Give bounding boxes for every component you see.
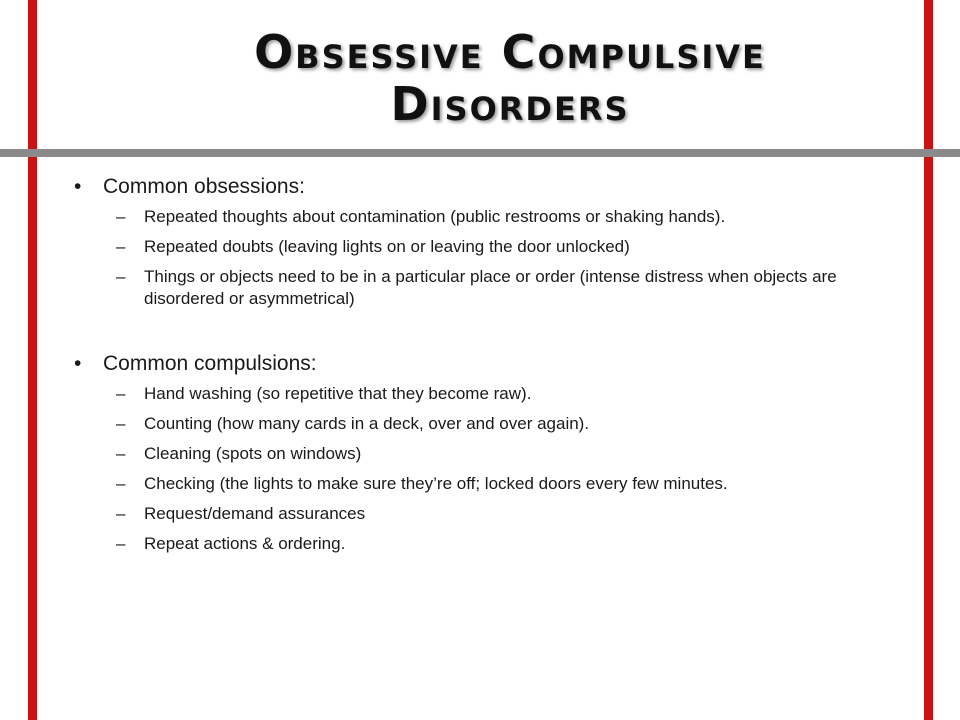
- dash-marker: –: [116, 474, 126, 493]
- list-item: [60, 413, 880, 435]
- list-item-text: Hand washing (so repetitive that they become raw).: [144, 384, 532, 403]
- compulsions-list: [60, 383, 880, 555]
- compulsions-heading-text: Common compulsions:: [103, 352, 317, 375]
- list-item-text: Checking (the lights to make sure they’re off; locked doors every few minutes.: [144, 474, 728, 493]
- list-item: [60, 236, 880, 258]
- list-item: [60, 443, 880, 465]
- dash-marker: –: [116, 534, 126, 553]
- obsessions-heading-text: Common obsessions:: [103, 175, 305, 198]
- list-item: [60, 503, 880, 525]
- list-item: [60, 266, 880, 310]
- compulsions-section: [60, 345, 880, 555]
- obsessions-list: [60, 206, 880, 310]
- list-item-text: Repeated thoughts about contamination (public restrooms or shaking hands).: [144, 207, 726, 226]
- slide-title: [130, 26, 890, 130]
- title-line-1: Obsessive Compulsive: [254, 25, 766, 79]
- slide-body: [60, 168, 880, 590]
- list-item-text: Repeated doubts (leaving lights on or leaving the door unlocked): [144, 237, 630, 256]
- title-line-2: Disorders: [390, 77, 630, 131]
- list-item: [60, 206, 880, 228]
- list-item-text: Counting (how many cards in a deck, over and over again).: [144, 414, 590, 433]
- dash-marker: –: [116, 384, 126, 403]
- title-divider: [0, 149, 960, 157]
- list-item: [60, 383, 880, 405]
- dash-marker: –: [116, 444, 126, 463]
- right-accent-bar: [924, 0, 933, 720]
- bullet-dot: •: [74, 352, 82, 375]
- bullet-dot: •: [74, 175, 82, 198]
- compulsions-heading: [60, 345, 880, 383]
- obsessions-heading: [60, 168, 880, 206]
- dash-marker: –: [116, 207, 126, 226]
- list-item-text: Things or objects need to be in a particular place or order (intense distress when objects are disordered or asymmetrical): [144, 267, 837, 308]
- dash-marker: –: [116, 414, 126, 433]
- list-item-text: Request/demand assurances: [144, 504, 366, 523]
- list-item-text: Cleaning (spots on windows): [144, 444, 362, 463]
- dash-marker: –: [116, 237, 126, 256]
- list-item: [60, 473, 880, 495]
- list-item: [60, 533, 880, 555]
- list-item-text: Repeat actions & ordering.: [144, 534, 346, 553]
- dash-marker: –: [116, 504, 126, 523]
- dash-marker: –: [116, 267, 126, 286]
- obsessions-section: [60, 168, 880, 310]
- left-accent-bar: [28, 0, 37, 720]
